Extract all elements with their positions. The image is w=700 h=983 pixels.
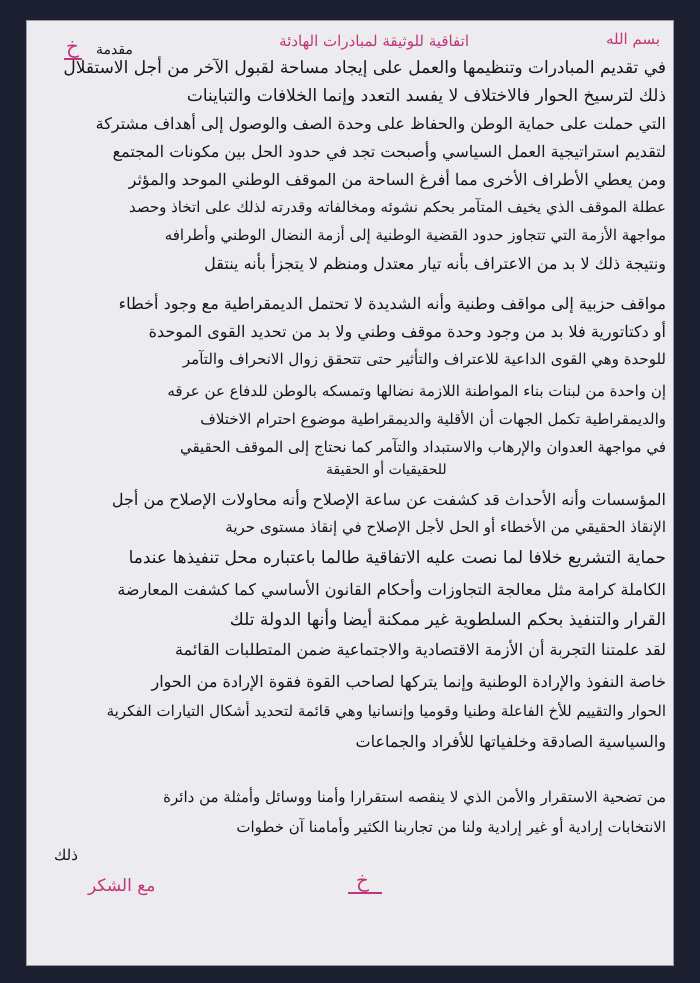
text-line: ونتيجة ذلك لا بد من الاعتراف بأنه تيار معتدل ومنظم لا يتجزأ بأنه ينتقل	[204, 254, 666, 273]
bottom-mark-underline	[348, 892, 382, 894]
bottom-signature: مع الشكر	[88, 876, 156, 896]
text-line: الحوار والتقييم للأخ الفاعلة وطنيا وقوميا وإنسانيا وهي قائمة لتحديد أشكال التيارات الفكرية	[106, 702, 666, 720]
first-line-tag: مقدمة	[96, 42, 133, 58]
text-line: مواجهة الأزمة التي تتجاوز حدود القضية الوطنية إلى أزمة النضال الوطني وأطرافه	[164, 226, 666, 244]
text-line: ذلك لترسيخ الحوار فالاختلاف لا يفسد التعدد وإنما الخلافات والتباينات	[186, 86, 666, 106]
text-line: والسياسية الصادقة وخلفياتها للأفراد والجماعات	[355, 732, 666, 751]
top-right-note: بسم الله	[605, 30, 660, 48]
text-line: ومن يعطي الأطراف الأخرى مما أفرغ الساحة من الموقف الوطني الموحد والمؤثر	[128, 170, 666, 189]
text-line: إن واحدة من لبنات بناء المواطنة اللازمة نضالها وتمسكه بالوطن للدفاع عن عرقه	[167, 382, 666, 400]
text-line: أو دكتاتورية فلا بد من وجود وحدة موقف وطني ولا بد من تحديد القوى الموحدة	[148, 322, 666, 341]
text-line: والديمقراطية تكمل الجهات أن الأقلية والديمقراطية موضوع احترام الاختلاف	[200, 410, 666, 428]
handwritten-page	[26, 20, 674, 966]
text-line: في مواجهة العدوان والإرهاب والاستبداد والتآمر كما نحتاج إلى الموقف الحقيقي	[179, 438, 666, 456]
text-line: للوحدة وهي القوى الداعية للاعتراف والتأثير حتى تتحقق زوال الانحراف والتآمر	[182, 350, 666, 368]
text-line: مواقف حزبية إلى مواقف وطنية وأنه الشديدة لا تحتمل الديمقراطية مع وجود أخطاء	[118, 294, 666, 313]
text-line: المؤسسات وأنه الأحداث قد كشفت عن ساعة الإصلاح وأنه محاولات الإصلاح من أجل	[111, 490, 666, 509]
text-line: الإنقاذ الحقيقي من الأخطاء أو الحل لأجل الإصلاح في إنقاذ مستوى حرية	[225, 518, 666, 536]
text-line: ذلك	[54, 846, 78, 864]
text-line: من تضحية الاستقرار والأمن الذي لا ينقصه استقرارا وأمنا ووسائل وأمثلة من دائرة	[163, 788, 666, 806]
text-line: عطلة الموقف الذي يخيف المتآمر بحكم نشوئه ومخالفاته وقدرته لذلك على اتخاذ وحصد	[128, 198, 666, 216]
text-line: التي حملت على حماية الوطن والحفاظ على وحدة الصف والوصول إلى أهداف مشتركة	[95, 114, 666, 133]
bottom-mark: خ	[356, 868, 369, 892]
top-left-mark: خ	[66, 34, 79, 58]
text-line: لقد علمتنا التجربة أن الأزمة الاقتصادية والاجتماعية ضمن المتطلبات القائمة	[175, 640, 666, 659]
heading: اتفاقية للوثيقة لمبادرات الهادئة	[279, 32, 469, 50]
text-line: القرار والتنفيذ بحكم السلطوية غير ممكنة أيضا وأنها الدولة تلك	[229, 610, 666, 630]
text-line: خاصة النفوذ والإرادة الوطنية وإنما يتركها لصاحب القوة فقوة الإرادة من الحوار	[151, 672, 666, 691]
text-line: حماية التشريع خلافا لما نصت عليه الاتفاقية طالما باعتباره محل تنفيذها عندما	[128, 548, 666, 568]
text-line: للحقيقيات أو الحقيقة	[326, 462, 447, 478]
text-line: في تقديم المبادرات وتنظيمها والعمل على إيجاد مساحة لقبول الآخر من أجل الاستقلال	[63, 58, 666, 78]
text-line: لتقديم استراتيجية العمل السياسي وأصبحت تجد في حدود الحل بين مكونات المجتمع	[112, 142, 666, 161]
text-line: الكاملة كرامة مثل معالجة التجاوزات وأحكام القانون الأساسي كما كشفت المعارضة	[117, 580, 666, 599]
text-line: الانتخابات إرادية أو غير إرادية ولنا من تجاربنا الكثير وأمامنا آن خطوات	[236, 818, 666, 836]
